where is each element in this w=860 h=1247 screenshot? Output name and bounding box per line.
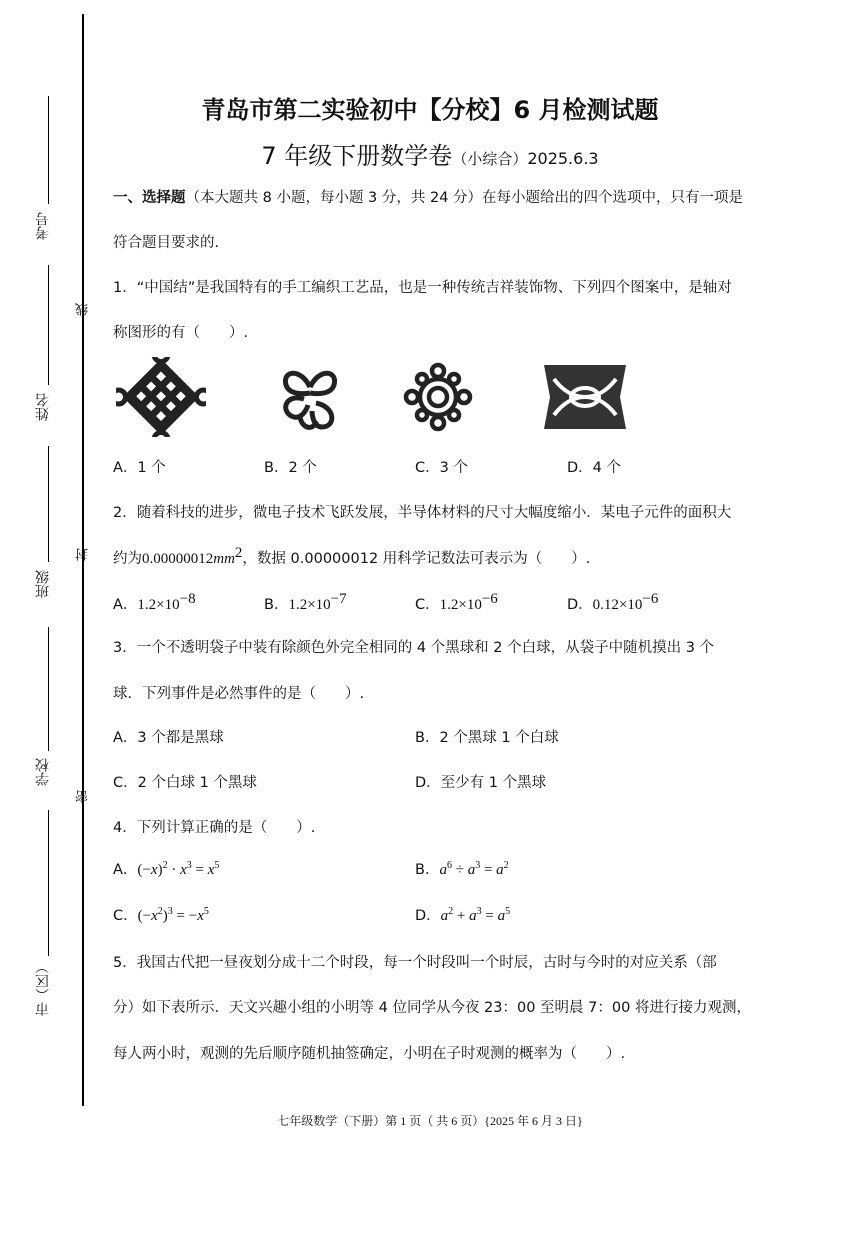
q1-option-c[interactable]: C．3 个 (415, 460, 468, 476)
q4-option-b-formula: $a^6 \div a^3 = a^2$ (439, 860, 509, 878)
subtitle-date: 2025.6.3 (527, 149, 599, 168)
section-heading: 一、选择题 (113, 190, 186, 206)
q1-option-b[interactable]: B．2 个 (264, 460, 317, 476)
q3-line1: 3．一个不透明袋子中装有除颜色外完全相同的 4 个黑球和 2 个白球，从袋子中随机摸出 3 个 (113, 640, 715, 656)
section-intro-line2: 符合题目要求的. (113, 235, 220, 251)
q3-line2: 球．下列事件是必然事件的是（ ）. (113, 686, 365, 702)
subtitle-paren: （小综合） (452, 150, 528, 168)
page-footer: 七年级数学（下册）第 1 页（ 共 6 页）{2025 年 6 月 3 日} (277, 1114, 583, 1128)
q2-option-d[interactable]: D．$0.12\times 10^{-6}$ (567, 591, 659, 613)
q4-option-c-formula: $(-x^2)^3 = -x^5$ (137, 906, 209, 924)
class-blank (48, 446, 49, 562)
subtitle-main: 7 年级下册数学卷 (261, 142, 453, 170)
city-district-blank (48, 810, 49, 956)
q4-option-a[interactable]: A．$(-x)^2 \cdot x^3 = x^5$ (113, 860, 220, 878)
q1-line2: 称图形的有（ ）. (113, 325, 249, 341)
section-intro-line1: 一、选择题（本大题共 8 小题，每小题 3 分，共 24 分）在每小题给出的四个选项中，只有一项是 (113, 190, 744, 206)
q5-line1: 5．我国古代把一昼夜划分成十二个时段，每一个时段叫一个时辰，古时与今时的对应关系（部 (113, 955, 717, 971)
q1-option-d[interactable]: D．4 个 (567, 460, 621, 476)
q4-option-b[interactable]: B．$a^6 \div a^3 = a^2$ (415, 860, 509, 878)
class-label: 班级 (35, 570, 51, 598)
q1-line1: 1．“中国结”是我国特有的手工编织工艺品，也是一种传统吉祥装饰物、下列四个图案中，是轴对 (113, 280, 732, 296)
q1-option-a[interactable]: A．1 个 (113, 460, 166, 476)
q4-option-c[interactable]: C．$(-x^2)^3 = -x^5$ (113, 906, 209, 924)
q3-option-b[interactable]: B．2 个黑球 1 个白球 (415, 730, 559, 746)
name-label: 姓名 (35, 393, 51, 421)
q2-option-b[interactable]: B．$1.2\times 10^{-7}$ (264, 591, 347, 613)
q3-option-d[interactable]: D．至少有 1 个黑球 (415, 775, 547, 791)
city-district-label: 市（区） (35, 960, 51, 1016)
name-blank (48, 265, 49, 385)
exam-number-label: 考号 (35, 212, 51, 240)
q4-line1: 4．下列计算正确的是（ ）. (113, 820, 316, 836)
knot-figure-d (538, 357, 632, 437)
exam-title: 青岛市第二实验初中【分校】6 月检测试题 (201, 96, 659, 124)
seal-dense-char: 密 (76, 790, 91, 803)
q2-area-unit: mm (213, 550, 235, 567)
school-label: 学校 (35, 758, 51, 786)
q2-option-c[interactable]: C．$1.2\times 10^{-6}$ (415, 591, 498, 613)
q4-option-d[interactable]: D．$a^2 + a^3 = a^5$ (415, 906, 511, 924)
q2-line1: 2．随着科技的进步，微电子技术飞跃发展，半导体材料的尺寸大幅度缩小．某电子元件的面积大 (113, 505, 732, 521)
seal-line-char: 线 (76, 303, 91, 316)
seal-seal-char: 封 (76, 548, 91, 561)
q2-line2: 约为$0.00000012mm^2$，数据 0.00000012 用科学记数法可表示为（ ）. (113, 545, 591, 567)
q3-option-a[interactable]: A．3 个都是黑球 (113, 730, 224, 746)
q5-line2: 分）如下表所示．天文兴趣小组的小明等 4 位同学从今夜 23：00 至明晨 7：00 将进行接力观测， (113, 1000, 751, 1016)
q2-option-a[interactable]: A．$1.2\times 10^{-8}$ (113, 591, 196, 613)
exam-subtitle (0, 136, 860, 171)
q4-option-a-formula: $(-x)^2 \cdot x^3 = x^5$ (137, 860, 220, 878)
knot-figure-a (116, 357, 206, 437)
q5-line3: 每人两小时，观测的先后顺序随机抽签确定，小明在子时观测的概率为（ ）. (113, 1046, 626, 1062)
q2-area-value: 0.00000012 (142, 550, 214, 567)
knot-figure-b (270, 357, 350, 437)
knot-figure-c (398, 357, 478, 437)
q3-option-c[interactable]: C．2 个白球 1 个黑球 (113, 775, 257, 791)
q4-option-d-formula: $a^2 + a^3 = a^5$ (440, 906, 511, 924)
school-blank (48, 627, 49, 751)
